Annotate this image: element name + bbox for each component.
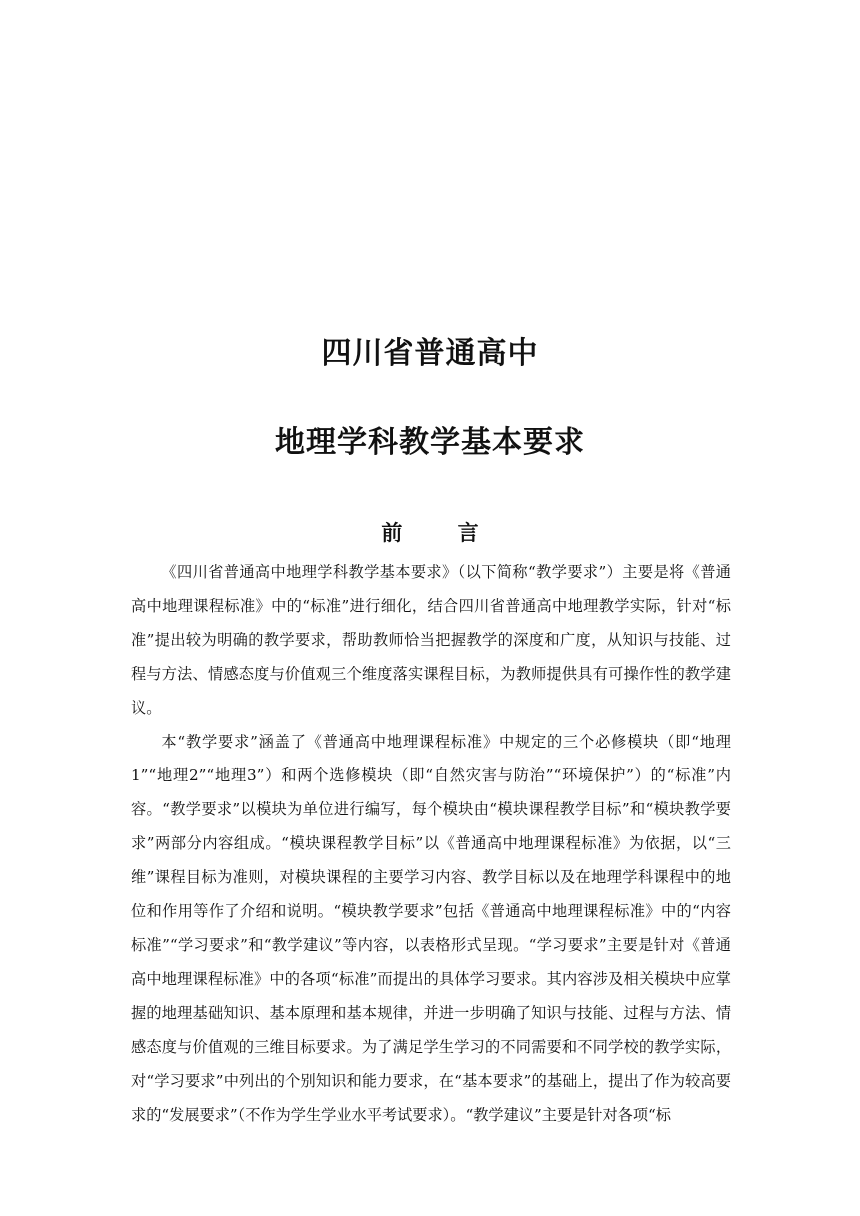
preface-paragraph-2: 本“教学要求”涵盖了《普通高中地理课程标准》中规定的三个必修模块（即“地理1”“地理2”“地理3”）和两个选修模块（即“自然灾害与防治”“环境保护”）的“标准”内容。“教学要求”以模块为单位进行编写，每个模块由“模块课程教学目标”和“模块教学要求”两部分内容组成。“模块课程教学目标”以《普通高中地理课程标准》为依据，以“三维”课程目标为准则，对模块课程的主要学习内容、教学目标以及在地理学科课程中的地位和作用等作了介绍和说明。“模块教学要求”包括《普通高中地理课程标准》中的“内容标准”“学习要求”和“教学建议”等内容，以表格形式呈现。“学习要求”主要是针对《普通高中地理课程标准》中的各项“标准”而提出的具体学习要求。其内容涉及相关模块中应掌握的地理基础知识、基本原理和基本规律，并进一步明确了知识与技能、过程与方法、情感态度与价值观的三维目标要求。为了满足学生学习的不同需要和不同学校的教学实际，对“学习要求”中列出的个别知识和能力要求，在“基本要求”的基础上，提出了作为较高要求的“发展要求”（不作为学生学业水平考试要求）。“教学建议”主要是针对各项“标 xyxy=(131,732,731,1124)
document-title-line-2: 地理学科教学基本要求 xyxy=(275,425,585,460)
preface-paragraph-1: 《四川省普通高中地理学科教学基本要求》（以下简称“教学要求”）主要是将《普通高中地理课程标准》中的“标准”进行细化，结合四川省普通高中地理教学实际，针对“标准”提出较为明确的教学要求，帮助教师恰当把握教学的深度和广度，从知识与技能、过程与方法、情感态度与价值观三个维度落实课程目标，为教师提供具有可操作性的教学建议。 xyxy=(131,563,731,717)
preface-body xyxy=(131,556,731,1132)
document-title-line-1: 四川省普通高中 xyxy=(321,336,539,371)
preface-heading: 前 言 xyxy=(381,521,503,545)
